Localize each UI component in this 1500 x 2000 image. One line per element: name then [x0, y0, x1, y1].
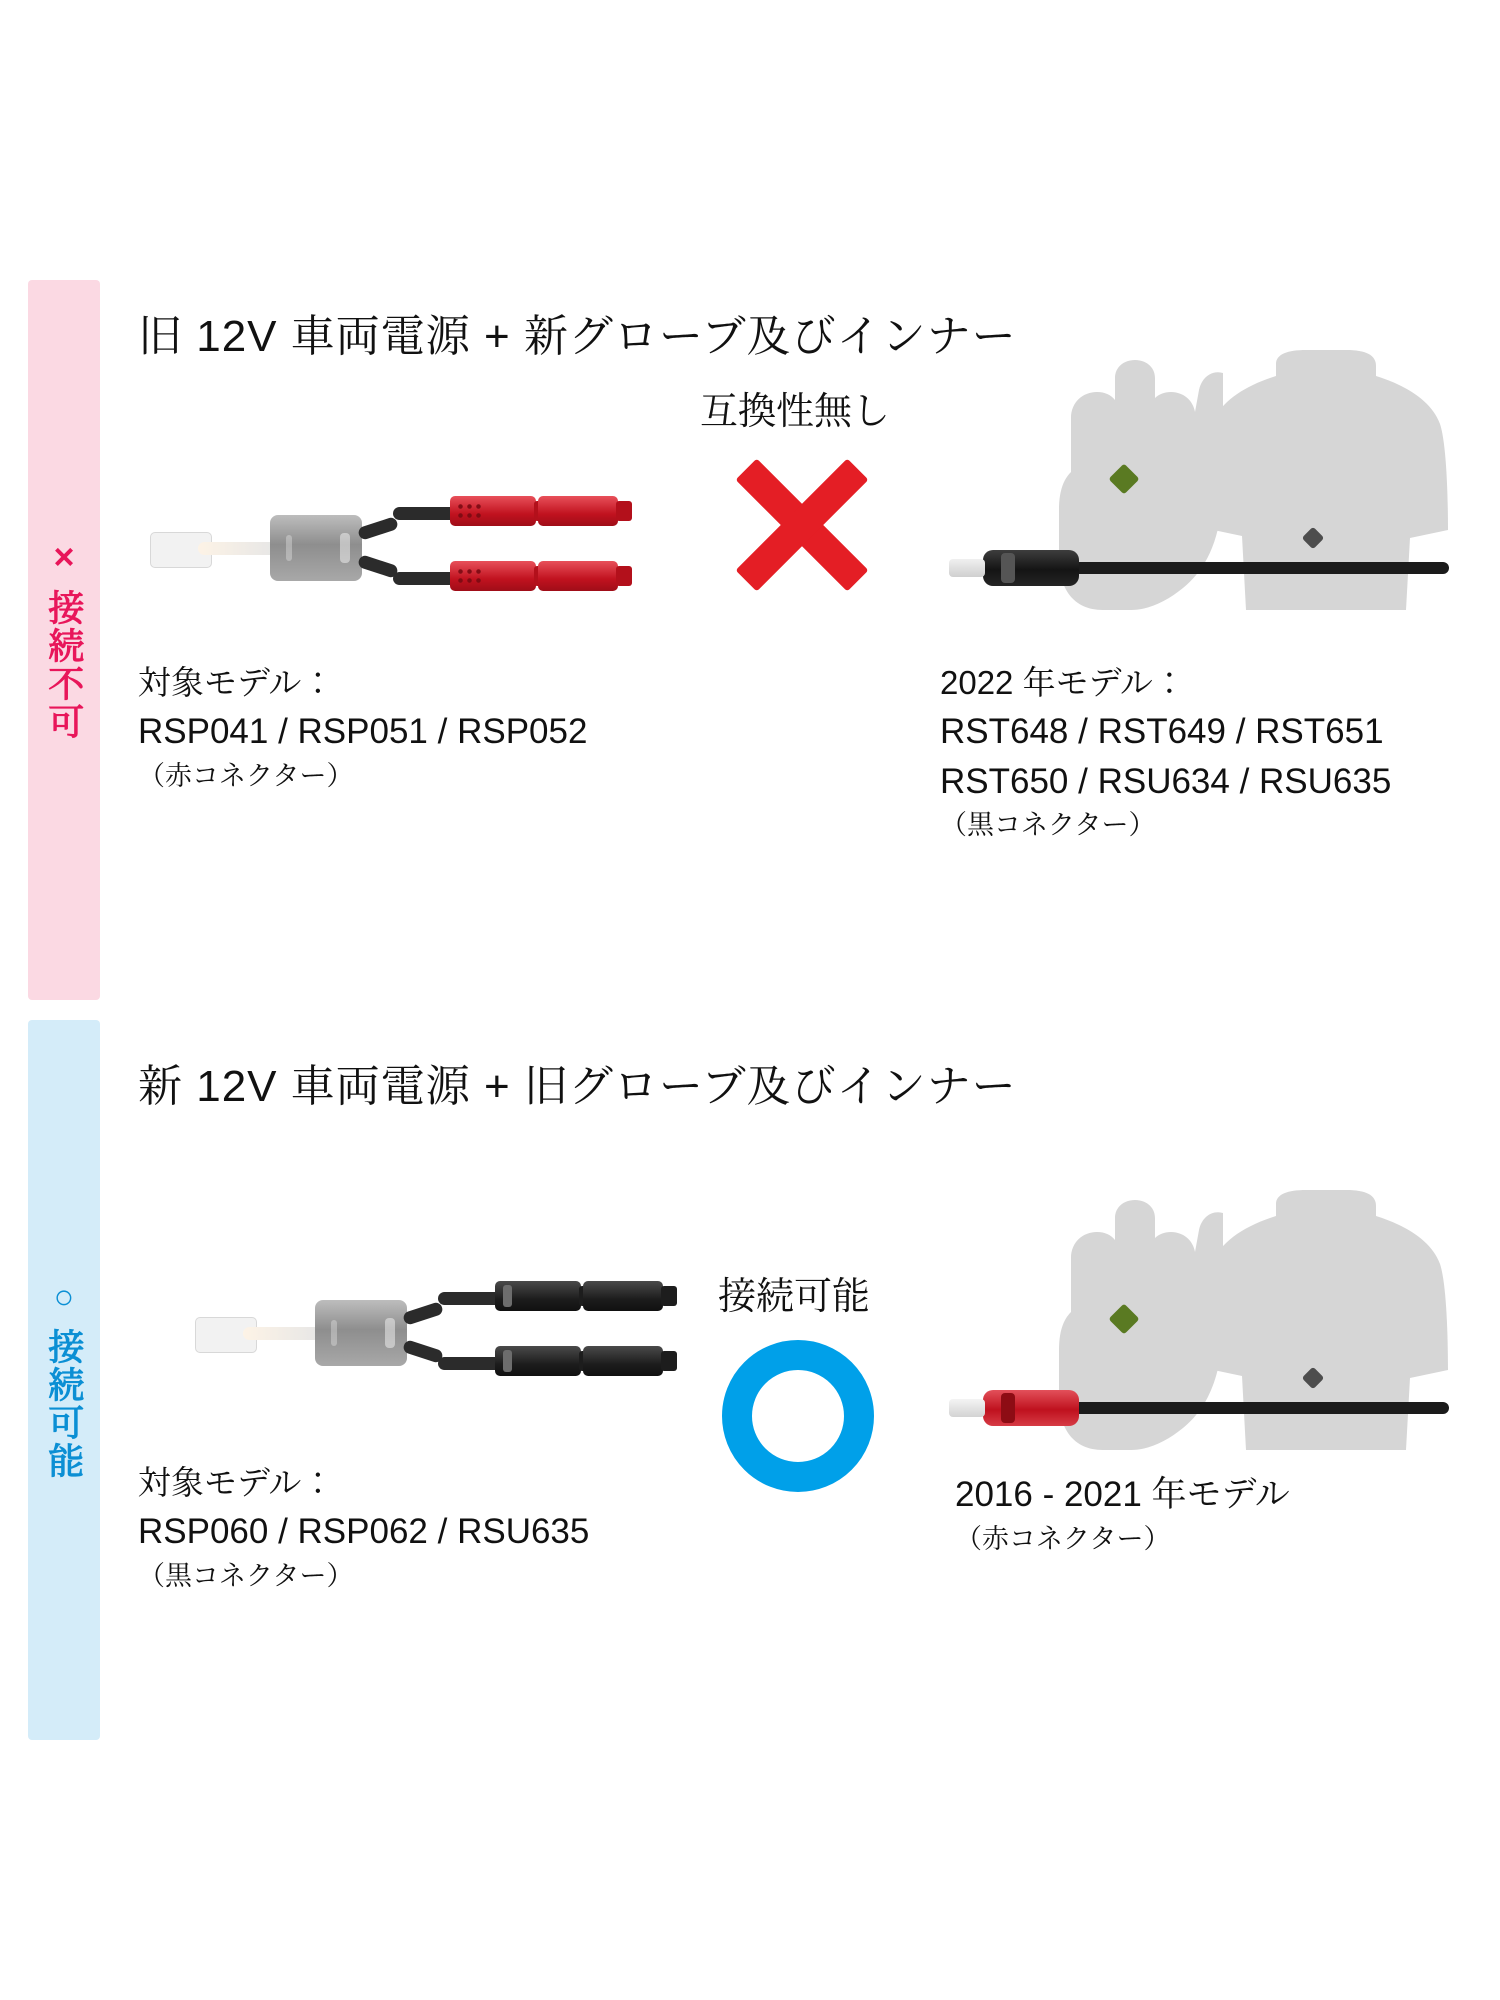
left-models: RSP060 / RSP062 / RSU635: [138, 1511, 590, 1551]
power-splitter-black-art: [195, 1245, 725, 1425]
black-connector-upper-icon: [495, 1281, 581, 1311]
right-note: （黒コネクター）: [940, 810, 1156, 841]
splitter-notch: [385, 1318, 395, 1348]
side-label-text: 接続不可: [43, 589, 85, 741]
x-mark-small-icon: ×: [53, 536, 75, 577]
right-note: （赤コネクター）: [955, 1523, 1171, 1554]
splitter-notch-2: [331, 1320, 337, 1346]
right-caption: 2022 年モデル：: [940, 664, 1186, 701]
section-heading: 旧 12V 車両電源 + 新グローブ及びインナー: [138, 312, 1017, 361]
gear-black-connector-art: [935, 350, 1455, 670]
red-connector-lower-mate-icon: [538, 561, 618, 591]
gray-wire: [198, 542, 278, 555]
right-models-line2: RST650 / RSU634 / RSU635: [940, 761, 1392, 801]
section-old-power-new-gear: [0, 270, 1500, 1010]
side-label-text: 接続可能: [43, 1328, 85, 1480]
connector-tip: [616, 501, 632, 521]
x-mark-icon: [727, 450, 877, 600]
connector-dots: [456, 502, 484, 520]
right-model-text-block: [940, 660, 1391, 845]
right-models-line1: RST648 / RST649 / RST651: [940, 711, 1384, 751]
black-connector-upper-mate-icon: [583, 1281, 663, 1311]
black-connector-lower-mate-icon: [583, 1346, 663, 1376]
verdict-text: 接続可能: [718, 1276, 871, 1318]
left-caption: 対象モデル：: [138, 664, 335, 701]
right-model-text-block: [955, 1470, 1290, 1558]
black-inline-connector-icon: [983, 550, 1079, 586]
splitter-body-icon: [315, 1300, 407, 1366]
cable-upper-bend: [402, 1301, 444, 1326]
side-label-incompatible: [28, 280, 100, 1000]
connector-tip: [616, 566, 632, 586]
gray-wire: [243, 1327, 323, 1340]
left-caption: 対象モデル：: [138, 1464, 335, 1501]
black-connector-lower-icon: [495, 1346, 581, 1376]
side-label-compatible: [28, 1020, 100, 1740]
connector-tip: [661, 1286, 677, 1306]
red-inline-connector-icon: [983, 1390, 1079, 1426]
splitter-notch-2: [286, 535, 292, 561]
cable-upper-bend: [357, 516, 399, 541]
red-connector-lower-icon: [450, 561, 536, 591]
o-mark-icon: [722, 1340, 874, 1492]
splitter-notch: [340, 533, 350, 563]
connector-tip: [661, 1351, 677, 1371]
section-new-power-old-gear: [0, 1010, 1500, 1750]
left-model-text-block: [138, 1460, 589, 1595]
power-splitter-red-art: [150, 460, 680, 640]
verdict-text: 互換性無し: [700, 391, 891, 433]
red-connector-upper-icon: [450, 496, 536, 526]
left-models: RSP041 / RSP051 / RSP052: [138, 711, 588, 751]
left-note: （黒コネクター）: [138, 1560, 354, 1591]
red-connector-upper-mate-icon: [538, 496, 618, 526]
section-heading: 新 12V 車両電源 + 旧グローブ及びインナー: [138, 1062, 1017, 1111]
connector-ring: [503, 1350, 512, 1372]
left-note: （赤コネクター）: [138, 760, 354, 791]
splitter-body-icon: [270, 515, 362, 581]
right-caption: 2016 - 2021 年モデル: [955, 1475, 1290, 1514]
connector-dots: [456, 567, 484, 585]
left-model-text-block: [138, 660, 587, 795]
o-mark-small-icon: ○: [53, 1278, 75, 1316]
connector-ring: [503, 1285, 512, 1307]
